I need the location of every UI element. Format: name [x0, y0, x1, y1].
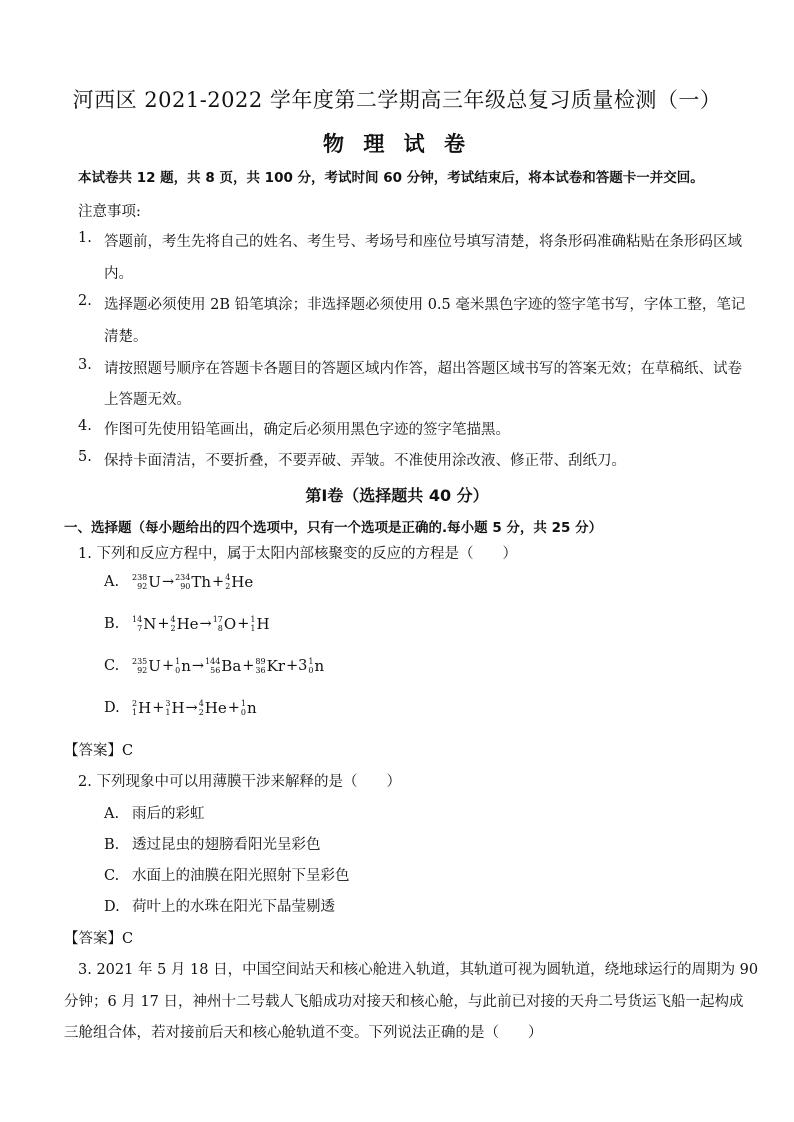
element-symbol: Th [191, 573, 212, 591]
mass-number: 3 [165, 699, 171, 708]
mass-number: 89 [255, 657, 266, 666]
atomic-number: 56 [210, 666, 221, 675]
nuclide [205, 657, 241, 675]
element-symbol: Ba [221, 657, 242, 675]
element-symbol: n [314, 657, 325, 675]
mass-number: 1 [175, 657, 181, 666]
element-symbol: n [247, 699, 257, 717]
mass-number: 17 [212, 615, 223, 624]
atomic-number: 36 [255, 666, 266, 675]
element-symbol: N [143, 615, 157, 633]
note-5-line1: 保持卡面清洁，不要折叠，不要弄破、弄皱。不准使用涂改液、修正带、刮纸刀。 [104, 453, 626, 469]
atomic-number: 2 [225, 582, 231, 591]
q1-option-d-letter: D. [104, 700, 120, 716]
atomic-number: 7 [137, 624, 143, 633]
atomic-number: 8 [217, 624, 223, 633]
note-2-number: 2. [78, 293, 92, 309]
note-4-line1: 作图可先使用铅笔画出，确定后必须用黑色字迹的签字笔描黑。 [104, 422, 510, 438]
q2-option-b-text: 透过昆虫的翅膀看阳光呈彩色 [132, 837, 321, 853]
mass-number: 144 [205, 657, 221, 666]
note-2-line2: 清楚。 [104, 329, 148, 345]
operator: → [161, 574, 175, 590]
atomic-number: 2 [170, 624, 176, 633]
element-symbol: U [148, 657, 161, 675]
q1-option-a-letter: A. [104, 574, 120, 590]
q2-option-c [104, 864, 350, 885]
nuclide [132, 699, 151, 717]
exam-subtitle: 物 理 试 卷 [323, 132, 471, 156]
q1-option-c-formula [132, 658, 324, 674]
q2-option-c-letter: C. [104, 868, 120, 884]
q1-option-c-letter: C. [104, 658, 120, 674]
note-1-line1: 答题前，考生先将自己的姓名、考生号、考场号和座位号填写清楚，将条形码准确粘贴在条形码区域 [104, 234, 742, 250]
note-3-line2: 上答题无效。 [104, 392, 191, 408]
atomic-number: 0 [308, 666, 314, 675]
q2-option-d [104, 895, 335, 916]
q1-option-b-formula [132, 616, 270, 632]
atomic-number: 2 [198, 708, 204, 717]
atomic-number: 90 [180, 582, 191, 591]
atomic-number: 0 [175, 666, 181, 675]
q1-option-c [104, 657, 324, 675]
mass-number: 4 [170, 615, 176, 624]
mass-number: 1 [250, 615, 256, 624]
q3-line1: 3. 2021 年 5 月 18 日，中国空间站天和核心舱进入轨道，其轨道可视为圆轨道，绕地球运行的周期为 90 [78, 962, 759, 978]
element-symbol: Kr [266, 657, 285, 675]
atomic-number: 1 [250, 624, 256, 633]
q1-option-d-formula [132, 700, 257, 716]
atomic-number: 92 [137, 582, 148, 591]
q2-option-a [104, 802, 205, 823]
mass-number: 4 [198, 699, 204, 708]
q2-option-b [104, 833, 321, 854]
nuclide [255, 657, 285, 675]
note-1-line2: 内。 [104, 266, 133, 282]
q2-option-d-text: 荷叶上的水珠在阳光下晶莹剔透 [132, 899, 335, 915]
nuclide [132, 657, 161, 675]
part-heading: 一、选择题（每小题给出的四个选项中，只有一个选项是正确的.每小题 5 分，共 25 分） [64, 520, 603, 536]
operator: + [227, 700, 240, 716]
operator: +3 [286, 658, 308, 674]
element-symbol: He [231, 573, 254, 591]
atomic-number: 92 [137, 666, 148, 675]
operator: + [152, 700, 165, 716]
element-symbol: U [148, 573, 161, 591]
element-symbol: He [176, 615, 199, 633]
operator: → [185, 700, 198, 716]
q3-line2: 分钟；6 月 17 日，神州十二号载人飞船成功对接天和核心舱，与此前已对接的天舟二号货运飞船一起构成 [64, 994, 744, 1010]
operator: → [191, 658, 205, 674]
q1-option-a [104, 573, 253, 591]
operator: + [157, 616, 170, 632]
mass-number: 2 [132, 699, 138, 708]
q2-option-d-letter: D. [104, 899, 120, 915]
nuclide [175, 657, 191, 675]
operator: + [242, 658, 255, 674]
mass-number: 238 [132, 573, 148, 582]
nuclide [132, 573, 161, 591]
nuclide [199, 699, 227, 717]
operator: + [237, 616, 250, 632]
nuclide [165, 699, 184, 717]
q1-stem: 1. 下列和反应方程中，属于太阳内部核聚变的反应的方程是（ ） [78, 546, 517, 562]
element-symbol: H [138, 699, 152, 717]
nuclide [132, 615, 156, 633]
section-title: 第Ⅰ卷（选择题共 40 分） [305, 486, 489, 505]
nuclide [241, 699, 257, 717]
nuclide [250, 615, 269, 633]
mass-number: 14 [132, 615, 143, 624]
element-symbol: H [171, 699, 185, 717]
operator: → [199, 616, 212, 632]
element-symbol: H [256, 615, 270, 633]
note-5-number: 5. [78, 449, 92, 465]
operator: + [161, 658, 175, 674]
q2-option-c-text: 水面上的油膜在阳光照射下呈彩色 [132, 868, 350, 884]
q2-option-b-letter: B. [104, 837, 120, 853]
note-2-line1: 选择题必须使用 2B 铅笔填涂；非选择题必须使用 0.5 毫米黑色字迹的签字笔书写，字体工整，笔记 [104, 297, 746, 313]
q2-stem: 2. 下列现象中可以用薄膜干涉来解释的是（ ） [78, 774, 401, 790]
atomic-number: 0 [240, 708, 246, 717]
exam-title: 河西区 2021-2022 学年度第二学期高三年级总复习质量检测（一） [72, 88, 722, 112]
q1-option-b-letter: B. [104, 616, 120, 632]
note-1-number: 1. [78, 230, 92, 246]
q1-answer: 【答案】C [64, 743, 134, 759]
operator: + [212, 574, 225, 590]
nuclide [213, 615, 237, 633]
element-symbol: He [204, 699, 227, 717]
q2-option-a-letter: A. [104, 806, 120, 822]
mass-number: 234 [175, 573, 191, 582]
nuclide [175, 573, 211, 591]
mass-number: 235 [132, 657, 148, 666]
element-symbol: O [223, 615, 237, 633]
mass-number: 1 [308, 657, 314, 666]
nuclide [225, 573, 253, 591]
note-3-number: 3. [78, 357, 92, 373]
q1-option-a-formula [132, 574, 253, 590]
exam-intro: 本试卷共 12 题，共 8 页，共 100 分，考试时间 60 分钟，考试结束后，将本试卷和答题卡一并交回。 [78, 170, 704, 186]
note-3-line1: 请按照题号顺序在答题卡各题目的答题区域内作答，超出答题区域书写的答案无效；在草稿纸、试卷 [104, 361, 742, 377]
q2-option-a-text: 雨后的彩虹 [132, 806, 205, 822]
mass-number: 4 [225, 573, 231, 582]
q1-option-b [104, 615, 270, 633]
nuclide [170, 615, 198, 633]
q3-line3: 三舱组合体，若对接前后天和核心舱轨道不变。下列说法正确的是（ ） [64, 1025, 543, 1041]
notes-title: 注意事项: [78, 204, 141, 220]
note-4-number: 4. [78, 418, 92, 434]
nuclide [308, 657, 324, 675]
element-symbol: n [181, 657, 191, 675]
q1-option-d [104, 699, 257, 717]
atomic-number: 1 [165, 708, 171, 717]
atomic-number: 1 [132, 708, 138, 717]
mass-number: 1 [240, 699, 246, 708]
q2-answer: 【答案】C [64, 931, 134, 947]
